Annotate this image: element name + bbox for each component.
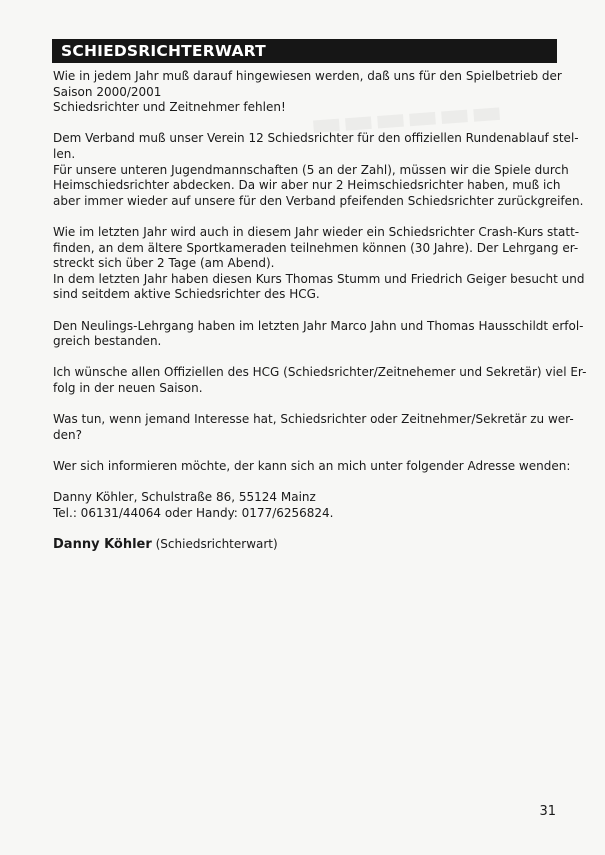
paragraph-contact-intro xyxy=(53,458,571,475)
section-title: SCHIEDSRICHTERWART xyxy=(61,42,266,60)
text-line: Heimschiedsrichter abdecken. Da wir aber nur 2 Heimschiedsrichter haben, muß ich xyxy=(53,178,561,193)
text-line: Den Neulings-Lehrgang haben im letzten Jahr Marco Jahn und Thomas Hausschildt erfol- xyxy=(53,318,584,333)
paragraph-good-wishes xyxy=(53,365,587,396)
paragraph-newcomer-course xyxy=(53,318,584,350)
text-line: Schiedsrichter und Zeitnehmer fehlen! xyxy=(53,100,286,115)
page-number: 31 xyxy=(539,804,556,819)
article-body xyxy=(53,69,587,568)
address-line: Danny Köhler, Schulstraße 86, 55124 Mainz xyxy=(53,490,316,505)
signature-role: (Schiedsrichterwart) xyxy=(155,536,278,551)
text-line: sind seitdem aktive Schiedsrichter des HCG. xyxy=(53,287,320,302)
text-line: aber immer wieder auf unsere für den Verband pfeifenden Schiedsrichter zurückgreifen. xyxy=(53,193,584,208)
paragraph-referee-requirements xyxy=(53,131,584,209)
signature-name: Danny Köhler xyxy=(53,536,152,552)
paragraph-interest-question xyxy=(53,412,574,443)
text-line: Ich wünsche allen Offiziellen des HCG (Schiedsrichter/Zeitnehemer und Sekretär) viel Er- xyxy=(53,365,587,380)
text-line: Was tun, wenn jemand Interesse hat, Schiedsrichter oder Zeitnehmer/Sekretär zu wer- xyxy=(53,412,574,427)
text-line: finden, an dem ältere Sportkameraden teilnehmen können (30 Jahre). Der Lehrgang er- xyxy=(53,240,579,255)
text-line: In dem letzten Jahr haben diesen Kurs Thomas Stumm und Friedrich Geiger besucht und xyxy=(53,271,585,286)
text-line: Wie in jedem Jahr muß darauf hingewiesen werden, daß uns für den Spielbetrieb der xyxy=(53,69,562,83)
text-line: streckt sich über 2 Tage (am Abend). xyxy=(53,256,275,271)
section-header-bar xyxy=(52,39,557,63)
text-line: Wer sich informieren möchte, der kann sich an mich unter folgender Adresse wenden: xyxy=(53,458,571,473)
phone-line: Tel.: 06131/44064 oder Handy: 0177/6256824. xyxy=(53,505,334,520)
paragraph-crash-course xyxy=(53,224,585,303)
signature xyxy=(53,537,553,553)
paragraph-shortage-notice xyxy=(53,69,562,116)
contact-address xyxy=(53,490,553,521)
text-line: den? xyxy=(53,427,82,442)
text-line: greich bestanden. xyxy=(53,334,162,349)
text-line: folg in der neuen Saison. xyxy=(53,380,203,395)
text-line: Dem Verband muß unser Verein 12 Schiedsrichter für den offiziellen Rundenablauf stel- xyxy=(53,131,579,146)
text-line: Wie im letzten Jahr wird auch in diesem Jahr wieder ein Schiedsrichter Crash-Kurs statt- xyxy=(53,224,580,239)
text-line: Saison 2000/2001 xyxy=(53,84,162,99)
text-line: Für unsere unteren Jugendmannschaften (5 an der Zahl), müssen wir die Spiele durch xyxy=(53,162,569,177)
text-line: len. xyxy=(53,146,76,161)
